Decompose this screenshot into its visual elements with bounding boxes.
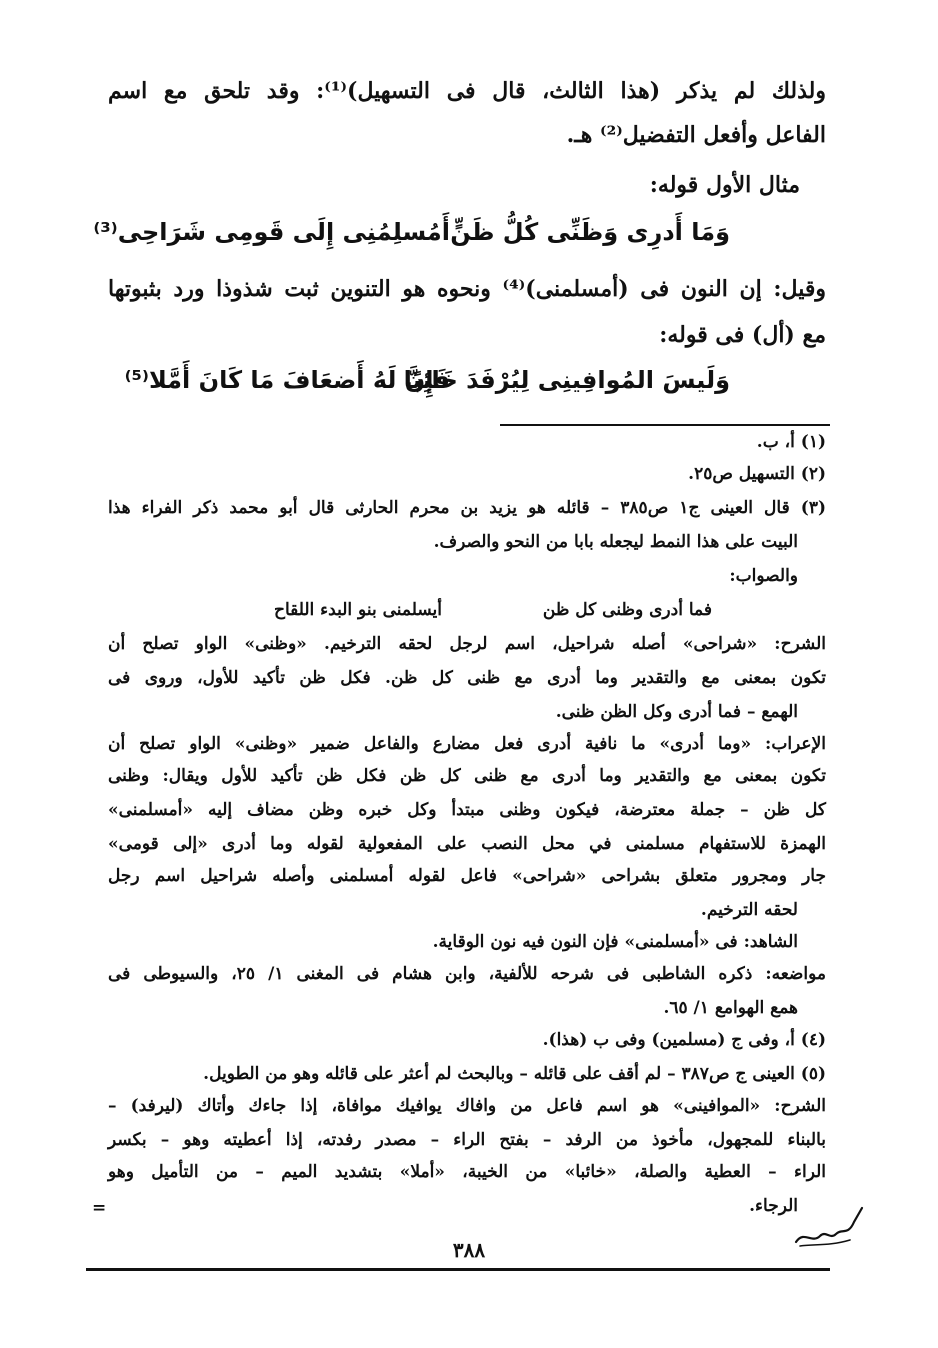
footnote-1: (١) أ، ب. (756, 432, 826, 452)
footnote-3-line-10: كل ظن – جملة معترضة، فيكون وظنى مبتدأ وكل خبره وظن مضاف إليه «أمسلمنى» (108, 800, 826, 820)
main-line-3: مثال الأول قوله: (649, 172, 800, 198)
footnote-5-line-5: الرجاء. (749, 1196, 798, 1216)
continuation-mark: = (92, 1198, 107, 1218)
footnote-5-line-1: (٥) العينى ج ص٣٨٧ – لم أقف على قائله – وبالبحث لم أعثر على قائله وهو من الطويل. (203, 1064, 826, 1084)
footnote-3-line-3: والصواب: (729, 566, 798, 586)
footnote-3-line-2: البيت على هذا النمط ليجعله بابا من النحو والصرف. (433, 532, 798, 552)
footnote-3-line-16: همع الهوامع ١/ ٦٥. (663, 998, 798, 1018)
verse-1-first-hemistich: وَمَا أَدرِى وَظَنِّى كُلُّ ظَنٍّ (450, 218, 730, 246)
footnote-3-line-5: الشرح: «شراحى» أصله شراحيل، اسم لرجل لحقه الترخيم. «وظنى» الواو تصلح أن (108, 634, 826, 654)
footnote-3-line-14: الشاهد: فى «أمسلمنى» فإن النون فيه نون الوقاية. (432, 932, 798, 952)
main-line-1: ولذلك لم يذكر (هذا الثالث، قال فى التسهيل)⁽¹⁾: وقد تلحق مع اسم (108, 78, 827, 104)
page-number: ٣٨٨ (452, 1238, 486, 1262)
footnote-3-line-7: الهمع – فما أدرى وكل الظن ظنى. (555, 702, 798, 722)
verse-1-second-hemistich: أَمُسلِمُنِى إِلَى قَومِى شَرَاحِى⁽³⁾ (93, 218, 450, 246)
footnote-3-line-1: (٣) قال العينى ج١ ص٣٨٥ – قائله هو يزيد بن محرم الحارثى قال أبو محمد ذكر الفراء هذا (108, 498, 826, 518)
footnote-3-line-9: تكون بمعنى مع والتقدير وما أدرى مع ظنى كل ظن فكل ظن تأكيد للأول ويقال: وظنى (108, 766, 826, 786)
handwritten-scribble-icon (790, 1200, 870, 1260)
footnote-5-line-3: بالبناء للمجهول، مأخوذ من الرفد – بفتح الراء – مصدر رفدته، إذا أعطيته وهو – بكسر (108, 1130, 826, 1150)
footnote-verse-second: أيسلمنى بنو البدء اللقاح (273, 600, 442, 620)
bottom-rule (86, 1268, 830, 1271)
footnote-5-line-4: الراء – العطية والصلة، «خائبا» من الخيبة، «أملا» بتشديد الميم – من التأميل وهو (108, 1162, 826, 1182)
footnote-3-line-11: الهمزة للاستفهام مسلمنى في محل النصب على المفعولية لقوله وما أدرى «إلى قومى» (108, 834, 826, 854)
main-line-5: مع (أل) فى قوله: (659, 322, 826, 348)
verse-2-second-hemistich: فَإِنَّ لَهُ أَضعَافَ مَا كَانَ أَمَّلا⁽⁵⁾ (124, 366, 450, 394)
footnote-5-line-2: الشرح: «الموافينى» هو اسم فاعل من وافاك يوافيك موافاة، إذا جاءك وأتاك (ليرفد) – (108, 1096, 826, 1116)
main-line-2: الفاعل وأفعل التفضيل⁽²⁾ هـ. (566, 122, 826, 148)
footnote-separator (500, 424, 830, 426)
footnote-3-line-13: لحقه الترخيم. (700, 900, 798, 920)
main-line-4: وقيل: إن النون فى (أمسلمنى)⁽⁴⁾ ونحوه هو التنوين ثبت شذوذا ورد بثبوتها (108, 276, 826, 302)
footnote-3-line-15: مواضعه: ذكره الشاطبى فى شرحه للألفية، وابن هشام فى المغنى ١/ ٢٥، والسيوطى فى (108, 964, 826, 984)
footnote-3-line-12: جار ومجرور متعلق بشراحى «شراحى» فاعل لقوله أمسلمنى وأصله شراحيل اسم رجل (108, 866, 826, 886)
footnote-verse-first: فما أدرى وظنى كل ظن (542, 600, 712, 620)
footnote-3-line-6: تكون بمعنى مع والتقدير وما أدرى مع ظنى كل ظن. فكل ظن تأكيد للأول، وروى فى (108, 668, 826, 688)
footnote-4: (٤) أ، وفى ج (مسلمين) وفى ب (هذا). (542, 1030, 826, 1050)
verse-2-first-hemistich: وَلَيسَ المُوافِينِى لِيُرْفَدَ خَائِبًا (403, 366, 730, 394)
footnote-3-line-8: الإعراب: «وما أدرى» ما نافية أدرى فعل مضارع والفاعل ضمير «وظنى» الواو تصلح أن (108, 734, 826, 754)
footnote-2: (٢) التسهيل ص٢٥. (688, 464, 826, 484)
